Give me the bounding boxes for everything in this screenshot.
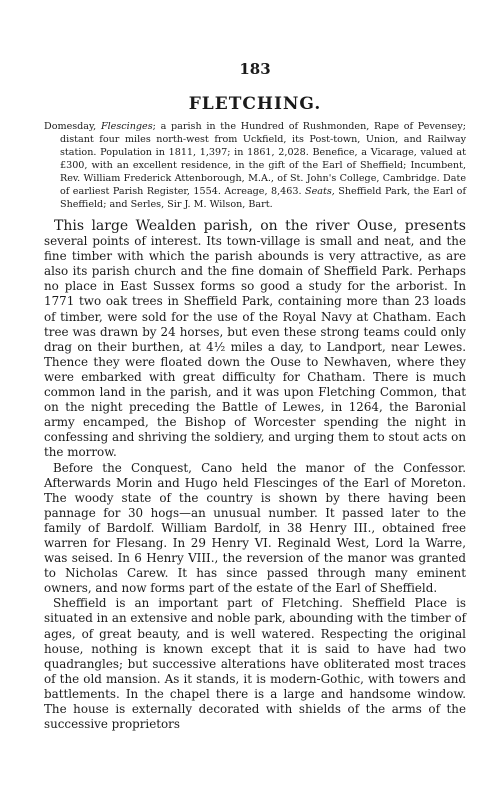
page-title: FLETCHING. — [188, 94, 322, 114]
paragraph-body: several points of interest. Its town-village is small and neat, and the fine timber with which the parish abounds is very attractive, as are also its parish church and the fine domain of Sheffield Park. Perhaps no place in East Sussex forms so good a study for the arborist. In 1771 two oak trees in Sheffield Park, containing more than 23 loads of timber, were sold for the use of the Royal Navy at Chatham. Each tree was drawn by 24 horses, but even these strong teams could only drag on their burthen, at 4½ miles a day, to Landport, near Lewes. Thence they were floated down the Ouse to Newhaven, where they were embarked with great difficulty for Chatham. There is much common land in the parish, and it was upon Fletching Common, that on the night preceding the Battle of Lewes, in 1264, the Baronial army encamped, the Bishop of Worcester spending the night in confessing and shriving the soldiery, and urging them to stout acts on the morrow. — [44, 234, 466, 460]
seats-label: Seats, — [305, 186, 335, 197]
page-number: 183 — [239, 60, 271, 78]
parish-summary-text: ; a parish in the Hundred of Rushmonden, Rape of Pevensey; distant four miles north-west from Uckfield, its Post-town, Union, and Railway station. Population in 1811, 1,397; in 1861, 2,028. Benefice, a Vicarage, valued at £300, with an excellent residence, in the gift of the Earl of Sheffield; Incumbent, Rev. William Frederick Attenborough, M.A., of St. John's College, Cambridge. Date of earliest Parish Register, 1554. Acreage, 8,463. — [60, 121, 466, 197]
paragraph-sheffield-place: Sheffield is an important part of Fletching. Sheffield Place is situated in an extensive and noble park, abounding with the timber of ages, of great beauty, and is well watered. Respecting the original house, nothing is known except that it is said to have had two quadrangles; but successive alterations have obliterated most traces of the old mansion. As it stands, it is modern-Gothic, with towers and battlements. In the chapel there is a large and handsome window. The house is externally decorated with shields of the arms of the successive proprietors — [44, 596, 467, 732]
paragraph-lead-line: This large Wealden parish, on the river Ouse, presents — [54, 218, 466, 234]
seats-text: Sheffield Park, the Earl of Sheffield; and Serles, Sir J. M. Wilson, Bart. — [60, 186, 466, 210]
domesday-name: Flescinges — [100, 121, 153, 132]
paragraph-parish-description — [44, 219, 466, 461]
domesday-label: Domesday, — [44, 121, 97, 132]
paragraph-manor-history: Before the Conquest, Cano held the manor of the Confessor. Afterwards Morin and Hugo held Flescinges of the Earl of Moreton. The woody state of the country is shown by there having been pannage for 30 hogs—an unusual number. It passed later to the family of Bardolf. William Bardolf, in 38 Henry III., obtained free warren for Flesang. In 29 Henry VI. Reginald West, Lord la Warre, was seised. In 6 Henry VIII., the reversion of the manor was granted to Nicholas Carew. It has since passed through many eminent owners, and now forms part of the estate of the Earl of Sheffield. — [44, 460, 466, 596]
parish-summary — [44, 120, 466, 211]
book-page — [44, 60, 466, 732]
